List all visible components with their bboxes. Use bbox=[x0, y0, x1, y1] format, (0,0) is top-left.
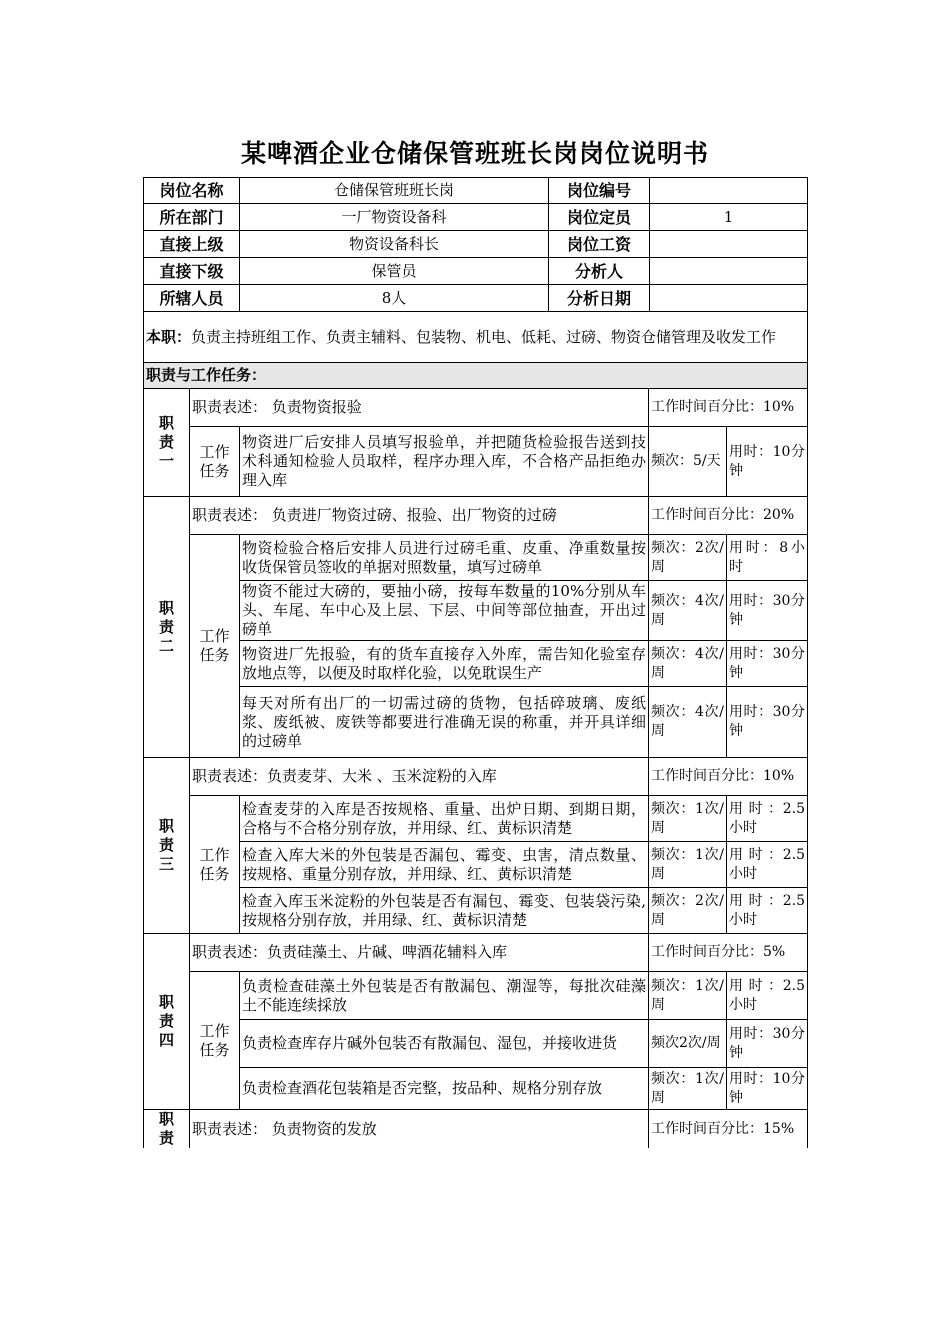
info-label: 岗位定员 bbox=[549, 204, 650, 231]
task-row bbox=[144, 641, 808, 687]
info-value: 8人 bbox=[240, 285, 549, 312]
duties-table bbox=[143, 388, 808, 1148]
duty-desc-row bbox=[144, 934, 808, 972]
task-label: 工作 任务 bbox=[190, 427, 240, 497]
document-title: 某啤酒企业仓储保管班班长岗岗位说明书 bbox=[240, 139, 709, 168]
job-description-table bbox=[143, 177, 808, 389]
info-label: 所辖人员 bbox=[144, 285, 240, 312]
task-frequency: 频次：4次/ 周 bbox=[649, 581, 727, 641]
info-row bbox=[144, 231, 808, 258]
task-text: 物资进厂先报验，有的货车直接存入外库，需告知化验室存放地点等，以便及时取样化验，以免耽误生产 bbox=[240, 641, 649, 687]
task-duration: 用 时 ：2.5小时 bbox=[727, 796, 808, 842]
task-frequency: 频次：2次/周 bbox=[649, 888, 727, 934]
duty-desc-row bbox=[144, 497, 808, 535]
task-duration: 用时：30分钟 bbox=[727, 687, 808, 758]
task-text: 检查入库大米的外包装是否漏包、霉变、虫害，清点数量、按规格、重量分别存放，并用绿、红、黄标识清楚 bbox=[240, 842, 649, 888]
duty-desc-row bbox=[144, 1110, 808, 1149]
info-label: 直接下级 bbox=[144, 258, 240, 285]
task-duration: 用 时 ：2.5小时 bbox=[727, 888, 808, 934]
info-value: 1 bbox=[650, 204, 808, 231]
duty-description: 职责表述：负责麦芽、大米 、玉米淀粉的入库 bbox=[190, 758, 649, 796]
task-text: 每天对所有出厂的一切需过磅的货物，包括碎玻璃、废纸浆、废纸被、废铁等都要进行准确无误的称重，并开具详细的过磅单 bbox=[240, 687, 649, 758]
task-row bbox=[144, 842, 808, 888]
task-frequency: 频次：1次/周 bbox=[649, 842, 727, 888]
task-row bbox=[144, 427, 808, 497]
duty-time-percent: 工作时间百分比：10% bbox=[649, 758, 808, 796]
task-text: 负责检查酒花包装箱是否完整，按品种、规格分别存放 bbox=[240, 1068, 649, 1110]
task-frequency: 频次：1次/周 bbox=[649, 972, 727, 1020]
info-label: 所在部门 bbox=[144, 204, 240, 231]
info-label: 岗位工资 bbox=[549, 231, 650, 258]
info-value: 物资设备科长 bbox=[240, 231, 549, 258]
task-label: 工作 任务 bbox=[190, 535, 240, 758]
duty-description: 职责表述：负责硅藻土、片碱、啤酒花辅料入库 bbox=[190, 934, 649, 972]
task-frequency: 频次：4次/ 周 bbox=[649, 641, 727, 687]
task-text: 物资不能过大磅的，要抽小磅，按每车数量的10%分别从车头、车尾、车中心及上层、下层、中间等部位抽查，开出过磅单 bbox=[240, 581, 649, 641]
duty-label: 职 责 二 bbox=[144, 497, 190, 758]
task-text: 物资进厂后安排人员填写报验单，并把随货检验报告送到技术科通知检验人员取样，程序办理入库，不合格产品拒绝办理入库 bbox=[240, 427, 649, 497]
section-header-row bbox=[144, 363, 808, 389]
info-label: 分析日期 bbox=[549, 285, 650, 312]
duty-label: 职 责 三 bbox=[144, 758, 190, 934]
task-row bbox=[144, 796, 808, 842]
task-duration: 用时：10分钟 bbox=[727, 427, 808, 497]
task-label: 工作 任务 bbox=[190, 972, 240, 1110]
benzhi-cell bbox=[144, 312, 808, 363]
info-label: 岗位名称 bbox=[144, 178, 240, 204]
task-frequency: 频次：2次/周 bbox=[649, 535, 727, 581]
info-label: 直接上级 bbox=[144, 231, 240, 258]
info-value: 一厂物资设备科 bbox=[240, 204, 549, 231]
task-text: 负责检查硅藻土外包装是否有散漏包、潮湿等，每批次硅藻土不能连续採放 bbox=[240, 972, 649, 1020]
duty-time-percent: 工作时间百分比：15% bbox=[649, 1110, 808, 1149]
task-row bbox=[144, 1020, 808, 1068]
task-duration: 用时：30分钟 bbox=[727, 1020, 808, 1068]
task-text: 检查麦芽的入库是否按规格、重量、出炉日期、到期日期，合格与不合格分别存放，并用绿、红、黄标识清楚 bbox=[240, 796, 649, 842]
duty-time-percent: 工作时间百分比：5% bbox=[649, 934, 808, 972]
duty-description: 职责表述： 负责物资的发放 bbox=[190, 1110, 649, 1149]
task-row bbox=[144, 888, 808, 934]
task-row bbox=[144, 581, 808, 641]
duty-desc-row bbox=[144, 758, 808, 796]
task-duration: 用时：30分钟 bbox=[727, 641, 808, 687]
section-header: 职责与工作任务： bbox=[144, 363, 808, 389]
info-value bbox=[650, 231, 808, 258]
task-text: 检查入库玉米淀粉的外包装是否有漏包、霉变、包装袋污染,按规格分别存放，并用绿、红、黄标识清楚 bbox=[240, 888, 649, 934]
task-label: 工作 任务 bbox=[190, 796, 240, 934]
benzhi-text: 负责主持班组工作、负责主辅料、包装物、机电、低耗、过磅、物资仓储管理及收发工作 bbox=[191, 327, 777, 346]
task-duration: 用时：8小时 bbox=[727, 535, 808, 581]
benzhi-row bbox=[144, 312, 808, 363]
task-row bbox=[144, 1068, 808, 1110]
duty-label: 职 责 四 bbox=[144, 934, 190, 1110]
info-value bbox=[650, 285, 808, 312]
info-label: 岗位编号 bbox=[549, 178, 650, 204]
task-frequency: 频次2次/周 bbox=[649, 1020, 727, 1068]
task-text: 负责检查库存片碱外包装否有散漏包、湿包，并接收进货 bbox=[240, 1020, 649, 1068]
task-duration: 用时：30分钟 bbox=[727, 581, 808, 641]
info-row bbox=[144, 285, 808, 312]
task-frequency: 频次：1次/周 bbox=[649, 796, 727, 842]
task-row bbox=[144, 535, 808, 581]
info-value bbox=[650, 258, 808, 285]
info-row bbox=[144, 178, 808, 204]
info-row bbox=[144, 204, 808, 231]
duty-label: 职 责 一 bbox=[144, 389, 190, 497]
duty-time-percent: 工作时间百分比：10% bbox=[649, 389, 808, 427]
duty-description: 职责表述： 负责进厂物资过磅、报验、出厂物资的过磅 bbox=[190, 497, 649, 535]
task-row bbox=[144, 687, 808, 758]
info-value: 仓储保管班班长岗 bbox=[240, 178, 549, 204]
task-duration: 用 时 ：2.5小时 bbox=[727, 842, 808, 888]
info-row bbox=[144, 258, 808, 285]
task-text: 物资检验合格后安排人员进行过磅毛重、皮重、净重数量按收货保管员签收的单据对照数量，填写过磅单 bbox=[240, 535, 649, 581]
task-frequency: 频次：1次/周 bbox=[649, 1068, 727, 1110]
info-label: 分析人 bbox=[549, 258, 650, 285]
duty-time-percent: 工作时间百分比：20% bbox=[649, 497, 808, 535]
duty-label: 职 责 bbox=[144, 1110, 190, 1149]
task-frequency: 频次：5/天 bbox=[649, 427, 727, 497]
duty-description: 职责表述： 负责物资报验 bbox=[190, 389, 649, 427]
table-body bbox=[144, 178, 808, 389]
benzhi-label: 本职： bbox=[146, 327, 192, 346]
task-frequency: 频次：4次/ 周 bbox=[649, 687, 727, 758]
task-duration: 用 时 ：2.5小时 bbox=[727, 972, 808, 1020]
task-row bbox=[144, 972, 808, 1020]
duty-desc-row bbox=[144, 389, 808, 427]
info-value: 保管员 bbox=[240, 258, 549, 285]
info-value bbox=[650, 178, 808, 204]
task-duration: 用时：10分钟 bbox=[727, 1068, 808, 1110]
